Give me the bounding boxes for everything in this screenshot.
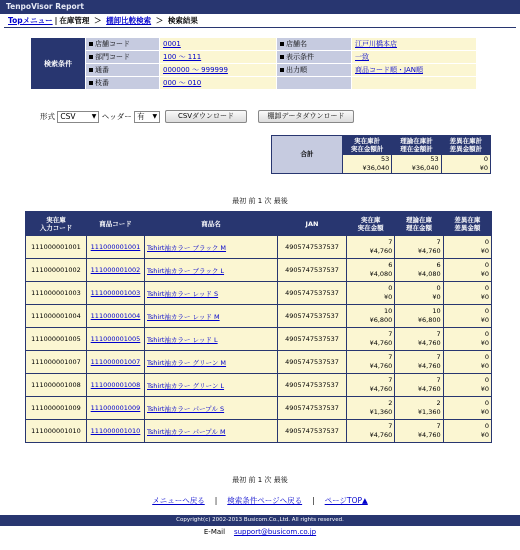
- diff-stock-cell-value: 0: [484, 238, 489, 246]
- totals-label: 合計: [272, 136, 343, 174]
- theory-stock-cell: [395, 282, 443, 305]
- product-name-cell-link[interactable]: Tshirt袖カラー ブラック L: [147, 266, 225, 275]
- diff-stock-cell: [443, 236, 491, 259]
- bullet-icon: [89, 68, 93, 72]
- real-stock-cell-value: ¥4,760: [369, 339, 393, 347]
- condition-label: 通番: [86, 64, 160, 77]
- header-select[interactable]: 有 ▼: [134, 111, 160, 123]
- bullet-icon: [89, 81, 93, 85]
- product-name-cell: [145, 351, 278, 374]
- dept-code-link[interactable]: 100 ～ 111: [163, 53, 202, 61]
- condition-empty: [277, 77, 352, 90]
- product-code-cell: [87, 259, 145, 282]
- real-stock-cell-value: ¥4,080: [369, 270, 393, 278]
- product-code-cell: [87, 282, 145, 305]
- theory-stock-cell-value: 7: [436, 376, 441, 384]
- theory-stock-cell-value: ¥4,760: [417, 339, 441, 347]
- table-row: [26, 397, 492, 420]
- input-code-cell: [26, 374, 87, 397]
- real-stock-cell-value: ¥0: [384, 293, 393, 301]
- bullet-icon: [280, 68, 284, 72]
- real-stock-cell: [347, 374, 395, 397]
- pager-last[interactable]: 最後: [273, 197, 288, 205]
- real-stock-cell: [347, 259, 395, 282]
- product-name-cell: [145, 374, 278, 397]
- input-code-cell: [26, 236, 87, 259]
- totals-cell: 53 ¥36,040: [392, 155, 441, 174]
- jan-cell: [278, 328, 347, 351]
- product-code-cell-link[interactable]: 111000001004: [90, 312, 141, 320]
- theory-stock-cell-value: 6: [436, 261, 441, 269]
- real-stock-cell: [347, 305, 395, 328]
- breadcrumb-current: 検索結果: [167, 16, 198, 25]
- product-code-cell: [87, 351, 145, 374]
- diff-stock-cell-value: ¥0: [480, 385, 489, 393]
- product-name-cell: [145, 328, 278, 351]
- store-code-link[interactable]: 0001: [163, 40, 181, 48]
- store-name-link[interactable]: 江戸川橋本店: [355, 40, 397, 48]
- real-stock-cell-value: 7: [388, 376, 393, 384]
- product-name-cell: [145, 236, 278, 259]
- diff-stock-cell-value: 0: [484, 422, 489, 430]
- theory-stock-cell-value: ¥0: [432, 293, 441, 301]
- totals-header: 差異在庫計 差異金額計: [441, 136, 490, 155]
- table-row: [26, 259, 492, 282]
- results-table: [25, 211, 492, 443]
- header-label: ヘッダー: [101, 112, 132, 121]
- condition-value: [160, 51, 277, 64]
- theory-stock-cell: [395, 305, 443, 328]
- diff-stock-cell-value: ¥0: [480, 339, 489, 347]
- theory-stock-cell-value: 7: [436, 353, 441, 361]
- search-back-link[interactable]: 検索条件ページへ戻る: [227, 496, 303, 505]
- totals-table: [271, 135, 491, 174]
- column-header: 差異在庫 差異金額: [443, 212, 491, 236]
- diff-stock-cell-value: ¥0: [480, 408, 489, 416]
- real-stock-cell: [347, 351, 395, 374]
- format-select[interactable]: CSV ▼: [57, 111, 99, 123]
- condition-value: [352, 51, 477, 64]
- product-code-cell-link[interactable]: 111000001008: [90, 381, 141, 389]
- chevron-down-icon: ▼: [91, 113, 97, 120]
- totals-header: 理論在庫計 理在金額計: [392, 136, 441, 155]
- jan-cell-value: 4905747537537: [285, 312, 339, 320]
- input-code-cell-value: 111000001004: [31, 312, 81, 320]
- export-options: [40, 111, 160, 123]
- condition-value: [160, 38, 277, 51]
- condition-label: 出力順: [277, 64, 352, 77]
- theory-stock-cell: [395, 351, 443, 374]
- diff-stock-cell: [443, 397, 491, 420]
- input-code-cell: [26, 282, 87, 305]
- jan-cell-value: 4905747537537: [285, 289, 339, 297]
- condition-empty: [352, 77, 477, 90]
- theory-stock-cell-value: ¥4,760: [417, 247, 441, 255]
- pager-page: 1: [257, 476, 263, 484]
- theory-stock-cell-value: ¥4,760: [417, 385, 441, 393]
- product-code-cell-link[interactable]: 111000001009: [90, 404, 141, 412]
- diff-stock-cell-value: 0: [484, 261, 489, 269]
- product-name-cell-link[interactable]: Tshirt袖カラー グリーン L: [147, 381, 225, 390]
- product-name-cell-link[interactable]: Tshirt袖カラー レッド L: [147, 335, 218, 344]
- theory-stock-cell-value: 7: [436, 238, 441, 246]
- jan-cell: [278, 236, 347, 259]
- chevron-down-icon: ▼: [152, 113, 158, 120]
- product-name-cell-link[interactable]: Tshirt袖カラー パープル S: [147, 404, 225, 413]
- real-stock-cell-value: ¥4,760: [369, 385, 393, 393]
- bullet-icon: [280, 42, 284, 46]
- real-stock-cell-value: 10: [384, 307, 393, 315]
- condition-label: 表示条件: [277, 51, 352, 64]
- product-code-cell-link[interactable]: 111000001007: [90, 358, 141, 366]
- input-code-cell-value: 111000001008: [31, 381, 81, 389]
- product-name-cell-link[interactable]: Tshirt袖カラー ブラック M: [147, 243, 227, 252]
- real-stock-cell-value: ¥4,760: [369, 362, 393, 370]
- input-code-cell-value: 111000001007: [31, 358, 81, 366]
- theory-stock-cell: [395, 328, 443, 351]
- jan-cell-value: 4905747537537: [285, 404, 339, 412]
- email-label: E-Mail: [203, 528, 226, 536]
- column-header: 理論在庫 理在金額: [395, 212, 443, 236]
- theory-stock-cell-value: 2: [436, 399, 441, 407]
- condition-value: [160, 64, 277, 77]
- input-code-cell: [26, 397, 87, 420]
- table-row: [26, 282, 492, 305]
- theory-stock-cell: [395, 259, 443, 282]
- breadcrumb-top-link[interactable]: Topメニュー: [8, 16, 53, 25]
- jan-cell: [278, 305, 347, 328]
- diff-stock-cell-value: ¥0: [480, 316, 489, 324]
- bullet-icon: [89, 55, 93, 59]
- jan-cell: [278, 374, 347, 397]
- diff-stock-cell: [443, 282, 491, 305]
- input-code-cell-value: 111000001005: [31, 335, 81, 343]
- real-stock-cell: [347, 397, 395, 420]
- column-header: 実在庫 入力コード: [26, 212, 87, 236]
- table-row: [26, 351, 492, 374]
- diff-stock-cell: [443, 305, 491, 328]
- real-stock-cell: [347, 282, 395, 305]
- real-stock-cell-value: 7: [388, 422, 393, 430]
- diff-stock-cell: [443, 374, 491, 397]
- product-name-cell-link[interactable]: Tshirt袖カラー レッド M: [147, 312, 220, 321]
- real-stock-cell-value: 2: [388, 399, 393, 407]
- product-code-cell: [87, 305, 145, 328]
- real-stock-cell-value: ¥6,800: [369, 316, 393, 324]
- jan-cell-value: 4905747537537: [285, 243, 339, 251]
- diff-stock-cell-value: ¥0: [480, 431, 489, 439]
- product-name-cell-link[interactable]: Tshirt袖カラー レッド S: [147, 289, 219, 298]
- theory-stock-cell-value: 0: [436, 284, 441, 292]
- pager-last[interactable]: 最後: [273, 476, 288, 484]
- theory-stock-cell: [395, 420, 443, 443]
- app-header: [0, 0, 520, 14]
- diff-stock-cell-value: 0: [484, 376, 489, 384]
- theory-stock-cell-value: 10: [432, 307, 441, 315]
- theory-stock-cell-value: 7: [436, 422, 441, 430]
- condition-label: 店舗コード: [86, 38, 160, 51]
- table-row: [26, 328, 492, 351]
- page-top-link[interactable]: ページTOP▲: [324, 496, 368, 505]
- column-header: 商品名: [145, 212, 278, 236]
- search-conditions-header: 検索条件: [31, 38, 86, 90]
- input-code-cell: [26, 259, 87, 282]
- jan-cell-value: 4905747537537: [285, 381, 339, 389]
- pager-prev[interactable]: 前: [248, 197, 256, 205]
- branch-link[interactable]: 000 ～ 010: [163, 79, 202, 87]
- product-name-cell: [145, 259, 278, 282]
- bullet-icon: [89, 42, 93, 46]
- diff-stock-cell-value: ¥0: [480, 362, 489, 370]
- real-stock-cell-value: 6: [388, 261, 393, 269]
- diff-stock-cell: [443, 328, 491, 351]
- inventory-download-button[interactable]: 棚卸データダウンロード: [258, 110, 354, 123]
- jan-cell-value: 4905747537537: [285, 335, 339, 343]
- product-code-cell: [87, 236, 145, 259]
- pager-bottom: [0, 475, 520, 485]
- input-code-cell: [26, 351, 87, 374]
- email-line: [0, 528, 520, 536]
- theory-stock-cell-value: 7: [436, 330, 441, 338]
- pager-first[interactable]: 最初: [232, 476, 247, 484]
- breadcrumb-stock: 在庫管理: [59, 16, 90, 25]
- diff-stock-cell-value: 0: [484, 307, 489, 315]
- breadcrumb-compare-link[interactable]: 棚卸比較検索: [106, 16, 152, 25]
- output-order-link[interactable]: 商品コード順・JAN順: [355, 66, 423, 74]
- real-stock-cell-value: 0: [388, 284, 393, 292]
- input-code-cell: [26, 328, 87, 351]
- jan-cell-value: 4905747537537: [285, 266, 339, 274]
- product-code-cell-link[interactable]: 111000001010: [90, 427, 141, 435]
- pager-first[interactable]: 最初: [232, 197, 247, 205]
- jan-cell: [278, 351, 347, 374]
- theory-stock-cell-value: ¥6,800: [417, 316, 441, 324]
- theory-stock-cell-value: ¥1,360: [417, 408, 441, 416]
- real-stock-cell-value: ¥1,360: [369, 408, 393, 416]
- product-code-cell: [87, 328, 145, 351]
- diff-stock-cell: [443, 259, 491, 282]
- table-row: [26, 305, 492, 328]
- input-code-cell: [26, 305, 87, 328]
- input-code-cell-value: 111000001002: [31, 266, 81, 274]
- input-code-cell-value: 111000001003: [31, 289, 81, 297]
- column-header: JAN: [278, 212, 347, 236]
- column-header: 商品コード: [87, 212, 145, 236]
- product-name-cell: [145, 420, 278, 443]
- search-conditions-table: [30, 37, 477, 90]
- display-condition-link[interactable]: 一致: [355, 53, 369, 61]
- real-stock-cell-value: 7: [388, 330, 393, 338]
- condition-value: [352, 38, 477, 51]
- jan-cell: [278, 397, 347, 420]
- real-stock-cell: [347, 236, 395, 259]
- diff-stock-cell-value: ¥0: [480, 293, 489, 301]
- real-stock-cell-value: 7: [388, 238, 393, 246]
- totals-cell: 0 ¥0: [441, 155, 490, 174]
- input-code-cell: [26, 420, 87, 443]
- condition-value: [160, 77, 277, 90]
- theory-stock-cell: [395, 236, 443, 259]
- product-name-cell: [145, 305, 278, 328]
- diff-stock-cell-value: ¥0: [480, 270, 489, 278]
- jan-cell: [278, 420, 347, 443]
- theory-stock-cell-value: ¥4,080: [417, 270, 441, 278]
- diff-stock-cell: [443, 351, 491, 374]
- real-stock-cell-value: 7: [388, 353, 393, 361]
- diff-stock-cell-value: 0: [484, 284, 489, 292]
- email-link[interactable]: support@busicom.co.jp: [233, 528, 317, 536]
- product-name-cell-link[interactable]: Tshirt袖カラー パープル M: [147, 427, 226, 436]
- pager-page: 1: [257, 197, 263, 205]
- serial-link[interactable]: 000000 ～ 999999: [163, 66, 228, 74]
- real-stock-cell: [347, 328, 395, 351]
- condition-label: 店舗名: [277, 38, 352, 51]
- condition-value: [352, 64, 477, 77]
- theory-stock-cell-value: ¥4,760: [417, 431, 441, 439]
- product-code-cell: [87, 420, 145, 443]
- theory-stock-cell: [395, 374, 443, 397]
- diff-stock-cell-value: 0: [484, 399, 489, 407]
- input-code-cell-value: 111000001010: [31, 427, 81, 435]
- product-code-cell-link[interactable]: 111000001002: [90, 266, 141, 274]
- product-name-cell: [145, 397, 278, 420]
- csv-download-button[interactable]: CSVダウンロード: [165, 110, 247, 123]
- pager-next[interactable]: 次: [264, 476, 272, 484]
- condition-label: 枝番: [86, 77, 160, 90]
- product-name-cell: [145, 282, 278, 305]
- totals-header: 実在庫計 実在金額計: [343, 136, 392, 155]
- jan-cell-value: 4905747537537: [285, 427, 339, 435]
- copyright-bar: Copyright(c) 2002-2013 Busicom.Co.,Ltd. All rights reserved.: [0, 515, 520, 526]
- condition-label: 部門コード: [86, 51, 160, 64]
- breadcrumb-divider: [4, 27, 516, 28]
- jan-cell: [278, 282, 347, 305]
- real-stock-cell-value: ¥4,760: [369, 247, 393, 255]
- diff-stock-cell-value: 0: [484, 353, 489, 361]
- real-stock-cell-value: ¥4,760: [369, 431, 393, 439]
- diff-stock-cell-value: 0: [484, 330, 489, 338]
- table-row: [26, 420, 492, 443]
- product-code-cell-link[interactable]: 111000001001: [90, 243, 141, 251]
- totals-cell: 53 ¥36,040: [343, 155, 392, 174]
- bullet-icon: [280, 55, 284, 59]
- pager-top: [0, 196, 520, 206]
- breadcrumb: Topメニュー | 在庫管理 ＞ 棚卸比較検索 ＞ 検索結果: [8, 16, 198, 25]
- table-row: [26, 236, 492, 259]
- jan-cell-value: 4905747537537: [285, 358, 339, 366]
- column-header: 実在庫 実在金額: [347, 212, 395, 236]
- diff-stock-cell: [443, 420, 491, 443]
- jan-cell: [278, 259, 347, 282]
- menu-back-link[interactable]: メニューへ戻る: [152, 496, 205, 505]
- theory-stock-cell: [395, 397, 443, 420]
- footer-links: メニューへ戻る | 検索条件ページへ戻る | ページTOP▲: [152, 496, 368, 505]
- product-code-cell-link[interactable]: 111000001005: [90, 335, 141, 343]
- product-code-cell: [87, 374, 145, 397]
- table-row: [26, 374, 492, 397]
- pager-next[interactable]: 次: [264, 197, 272, 205]
- diff-stock-cell-value: ¥0: [480, 247, 489, 255]
- pager-prev[interactable]: 前: [248, 476, 256, 484]
- product-code-cell-link[interactable]: 111000001003: [90, 289, 141, 297]
- input-code-cell-value: 111000001001: [31, 243, 81, 251]
- input-code-cell-value: 111000001009: [31, 404, 81, 412]
- product-name-cell-link[interactable]: Tshirt袖カラー グリーン M: [147, 358, 227, 367]
- real-stock-cell: [347, 420, 395, 443]
- format-label: 形式: [40, 112, 55, 121]
- app-title: TenpoVisor Report: [6, 2, 84, 11]
- product-code-cell: [87, 397, 145, 420]
- theory-stock-cell-value: ¥4,760: [417, 362, 441, 370]
